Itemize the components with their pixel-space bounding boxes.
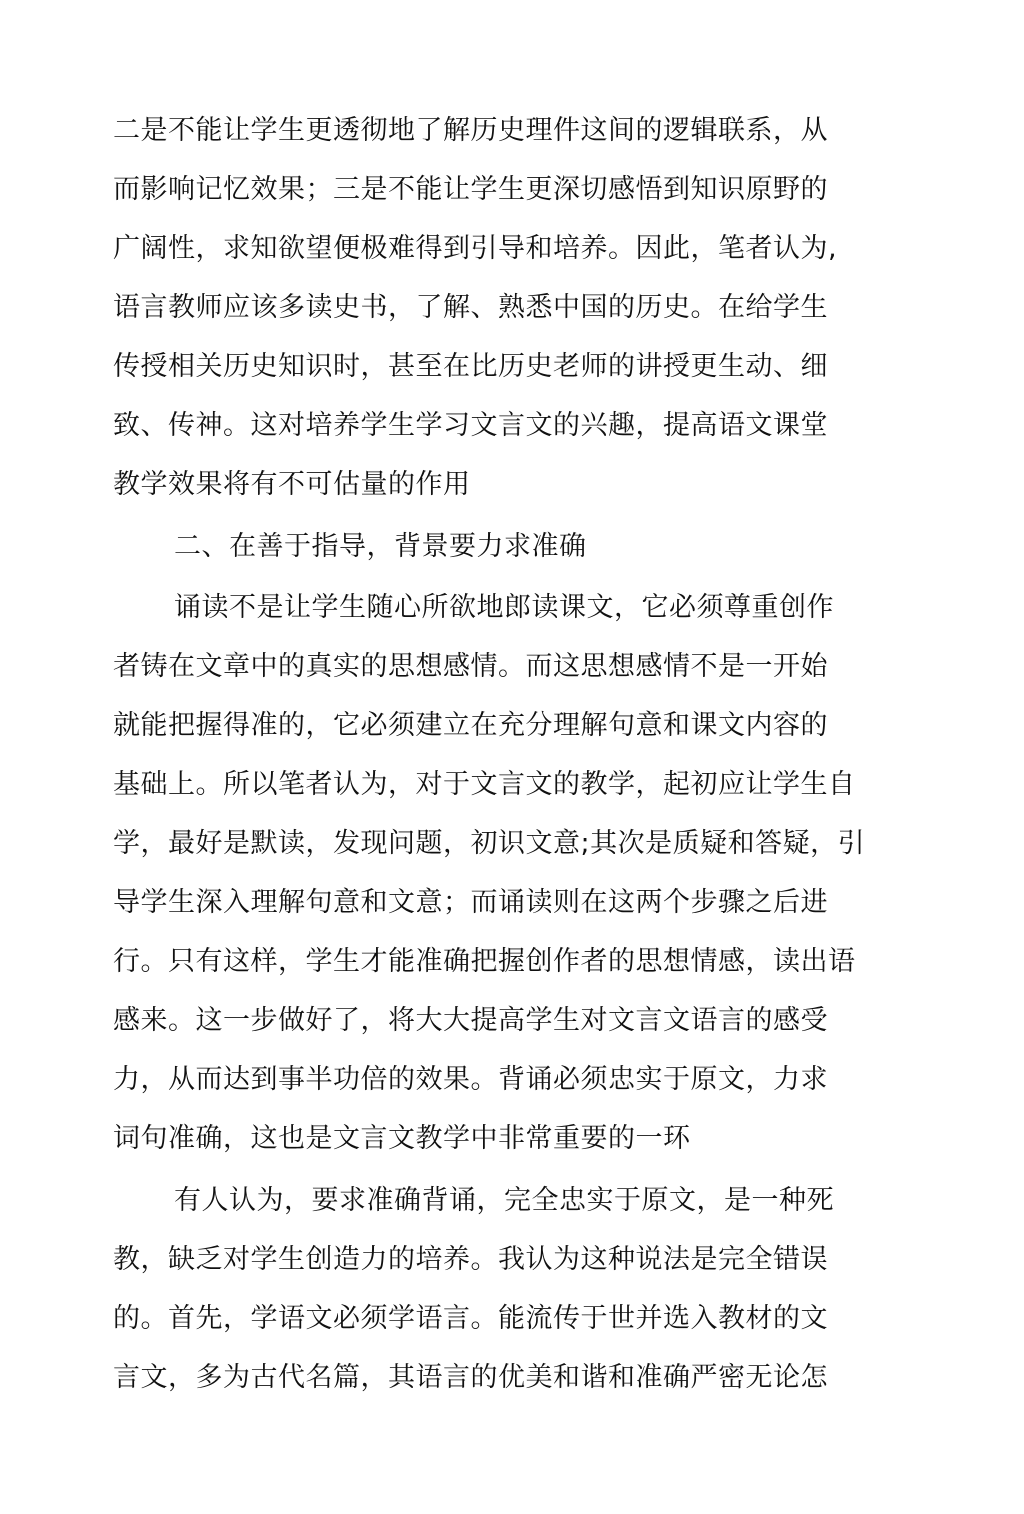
text-line: 者铸在文章中的真实的思想感情。而这思想感情不是一开始 [113,651,828,682]
text-line: 感来。这一步做好了，将大大提高学生对文言文语言的感受 [113,1005,828,1036]
text-line: 而影响记忆效果；三是不能让学生更深切感悟到知识原野的 [113,174,828,205]
paragraph-start-line: 诵读不是让学生随心所欲地郎读课文，它必须尊重创作 [174,592,834,623]
text-line: 词句准确，这也是文言文教学中非常重要的一环 [113,1123,691,1154]
text-line: 二是不能让学生更透彻地了解历史理件这间的逻辑联系，从 [113,115,828,146]
text-line: 行。只有这样，学生才能准确把握创作者的思想情感，读出语 [113,946,856,977]
text-line: 力，从而达到事半功倍的效果。背诵必须忠实于原文，力求 [113,1064,828,1095]
text-line: 教，缺乏对学生创造力的培养。我认为这种说法是完全错误 [113,1244,828,1275]
section-heading: 二、在善于指导，背景要力求准确 [174,531,587,562]
paragraph-start-line: 有人认为，要求准确背诵，完全忠实于原文，是一种死 [174,1185,834,1216]
text-line: 教学效果将有不可估量的作用 [113,469,471,500]
text-line: 致、传神。这对培养学生学习文言文的兴趣，提高语文课堂 [113,410,828,441]
text-line: 就能把握得准的，它必须建立在充分理解句意和课文内容的 [113,710,828,741]
text-line: 基础上。所以笔者认为，对于文言文的教学，起初应让学生自 [113,769,856,800]
text-line: 的。首先，学语文必须学语言。能流传于世并选入教材的文 [113,1303,828,1334]
text-line: 言文，多为古代名篇，其语言的优美和谐和准确严密无论怎 [113,1362,828,1393]
text-line: 广阔性，求知欲望便极难得到引导和培养。因此，笔者认为, [113,233,838,264]
text-line: 导学生深入理解句意和文意；而诵读则在这两个步骤之后进 [113,887,828,918]
text-line: 语言教师应该多读史书，了解、熟悉中国的历史。在给学生 [113,292,828,323]
text-line: 传授相关历史知识时，甚至在比历史老师的讲授更生动、细 [113,351,828,382]
text-line: 学，最好是默读，发现问题，初识文意;其次是质疑和答疑，引 [113,828,866,859]
